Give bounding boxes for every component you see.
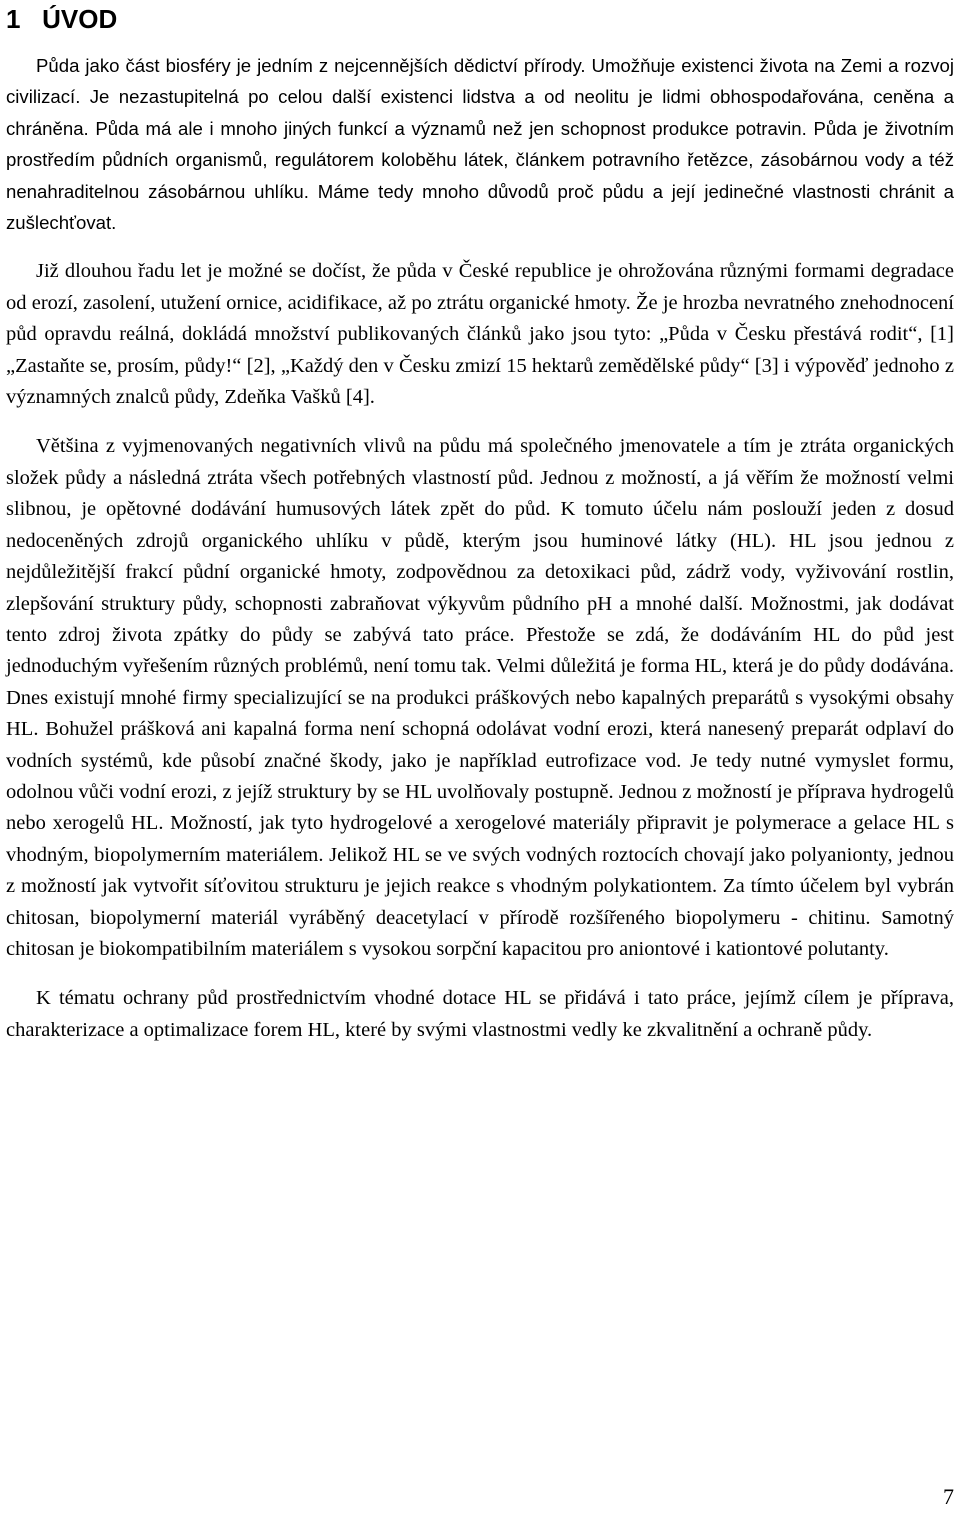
paragraph-aim: K tématu ochrany půd prostřednictvím vhodné dotace HL se přidává i tato práce, jejímž cílem je příprava, charakterizace a optimalizace forem HL, které by svými vlastnostmi vedly ke zkvalitnění a ochraně půdy. xyxy=(6,987,954,1041)
paragraph-humic-substances: Většina z vyjmenovaných negativních vlivů na půdu má společného jmenovatele a tím je ztráta organických složek půdy a následná ztráta všech potřebných vlastností půd. Jednou z možností, a já věřím že možností velmi slibnou, je opětovné dodávání humusových látek zpět do půd. K tomuto účelu nám poslouží jeden z dosud nedoceněných zdrojů organického uhlíku v půdě, kterým jsou huminové látky (HL). HL jsou jednou z nejdůležitější frakcí půdní organické hmoty, zodpovědnou za detoxikaci půd, zádrž vody, vyživování rostlin, zlepšování struktury půdy, schopnosti zabraňovat výkyvům půdního pH a mnohé další. Možnostmi, jak dodávat tento zdroj života zpátky do půdy se zabývá tato práce. Přestože se zdá, že dodáváním HL do půd jest jednoduchým vyřešením různých problémů, není tomu tak. Velmi důležitá je forma HL, která je do půdy dodávána. Dnes existují mnohé firmy specializující se na produkci práškových nebo kapalných preparátů s vysokými obsahy HL. Bohužel prášková ani kapalná forma není schopná odolávat vodní erozi, která nanesený preparát odplaví do vodních systémů, kde působí značné škody, jako je například eutrofizace vod. Je tedy nutné vymyslet formu, odolnou vůči vodní erozi, z jejíž struktury by se HL uvolňovaly postupně. Jednou z možností je příprava hydrogelů nebo xerogelů HL. Možností, jak tyto hydrogelové a xerogelové materiály připravit je polymerace a gelace HL s vhodným, biopolymerním materiálem. Jelikož HL se ve svých vodných roztocích chovají jako polyanionty, jednou z možností jak vytvořit síťovitou strukturu je jejich reakce s vhodným polykationtem. Za tímto účelem byl vybrán chitosan, biopolymerní materiál vyráběný deacetylací v přírodě rozšířeného biopolymeru - chitinu. Samotný chitosan je biokompatibilním materiálem s vysokou sorpční kapacitou pro aniontové i kationtové polutanty. xyxy=(6,435,954,960)
chapter-heading: 1 ÚVOD xyxy=(6,4,118,34)
chapter-body xyxy=(6,50,954,1064)
page-number: 7 xyxy=(943,1484,954,1509)
paragraph-intro: Půda jako část biosféry je jedním z nejcennějších dědictví přírody. Umožňuje existenci života na Zemi a rozvoj civilizací. Je nezastupitelná po celou další existenci lidstva a od neolitu je lidmi obhospodařována, ceněna a chráněna. Půda má ale i mnoho jiných funkcí a významů než jen schopnost produkce potravin. Půda je životním prostředím půdních organismů, regulátorem koloběhu látek, článkem potravního řetězce, zásobárnou vody a též nenahraditelnou zásobárnou uhlíku. Máme tedy mnoho důvodů proč půdu a její jedinečné vlastnosti chránit a zušlechťovat. xyxy=(6,55,954,234)
paragraph-degradation: Již dlouhou řadu let je možné se dočíst, že půda v České republice je ohrožována různými formami degradace od erozí, zasolení, utužení ornice, acidifikace, až po ztrátu organické hmoty. Že je hrozba nevratného znehodnocení půd opravdu reálná, dokládá množství publikovaných článků jako jsou tyto: „Půda v Česku přestává rodit“, [1] „Zastaňte se, prosím, půdy!“ [2], „Každý den v Česku zmizí 15 hektarů zemědělské půdy“ [3] i výpověď jednoho z významných znalců půdy, Zdeňka Vašků [4]. xyxy=(6,260,954,409)
